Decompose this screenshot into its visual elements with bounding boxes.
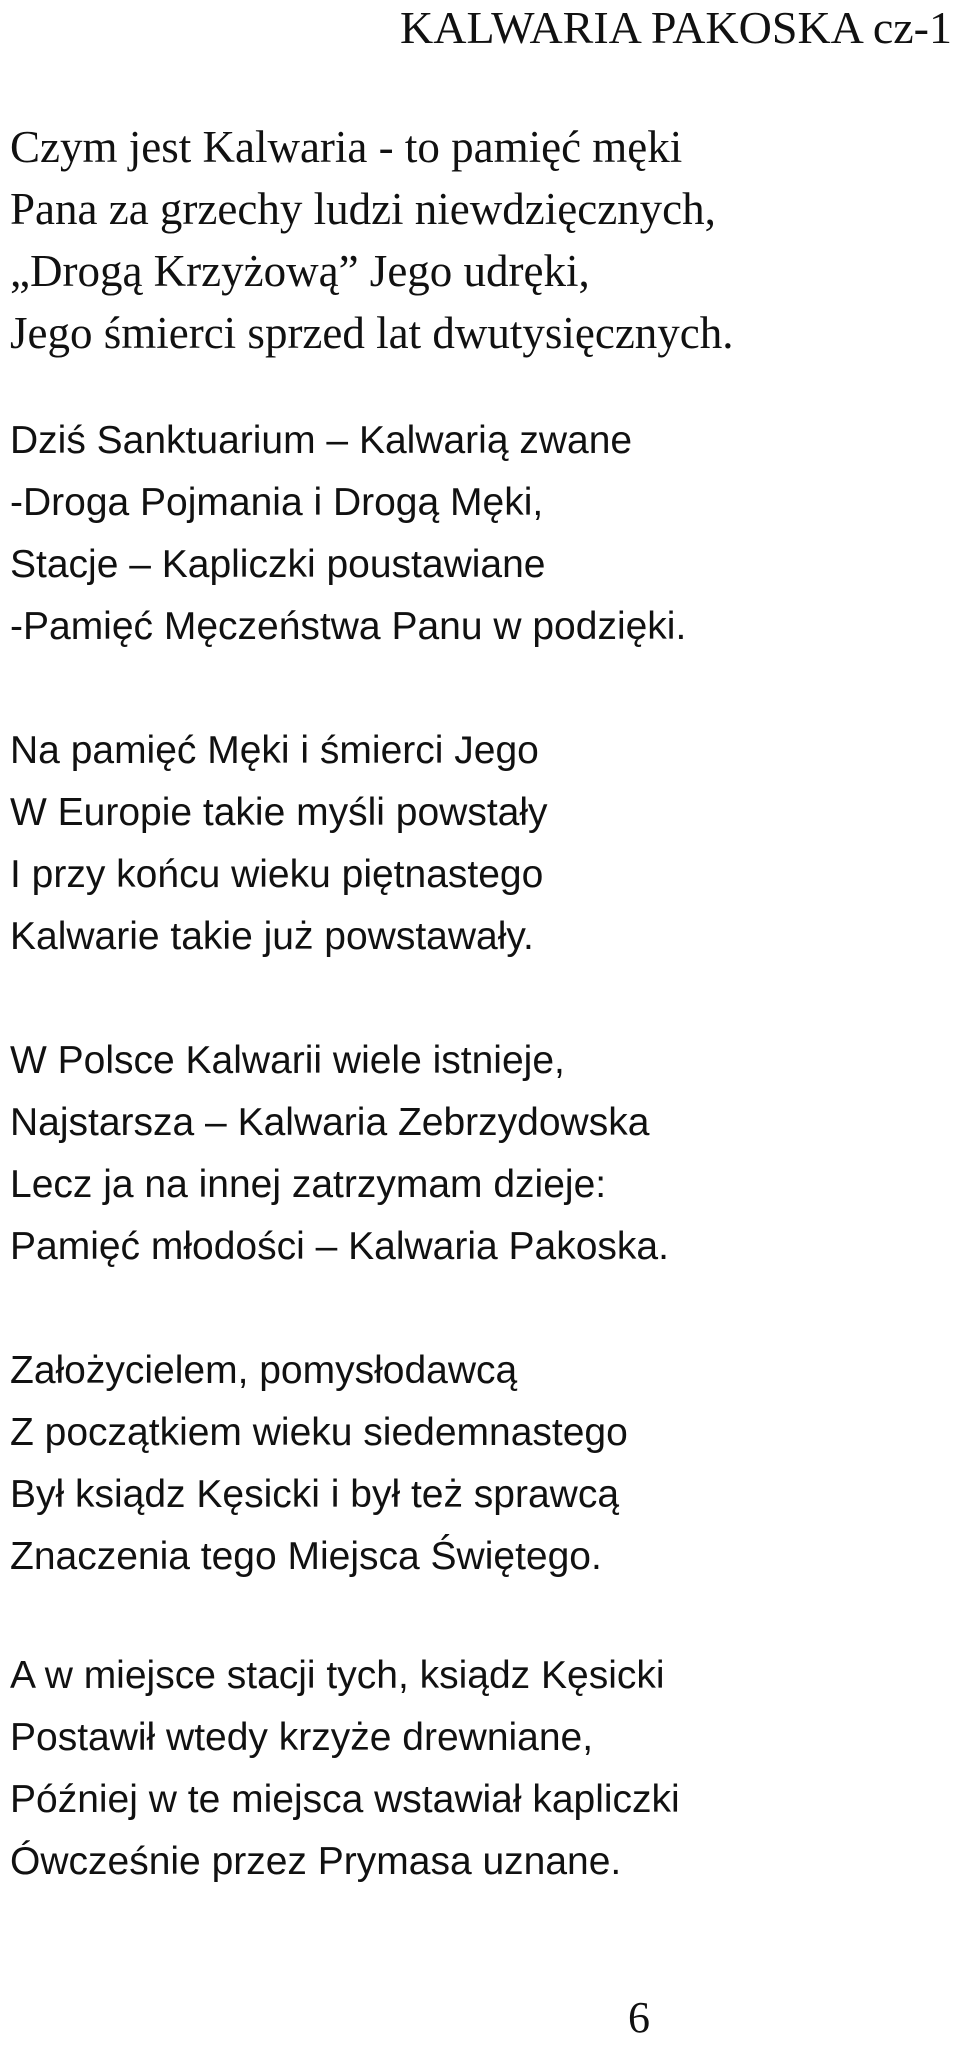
stanza-line: W Europie takie myśli powstały — [10, 791, 548, 834]
stanza-line: Znaczenia tego Miejsca Świętego. — [10, 1535, 602, 1578]
page-number: 6 — [628, 1993, 650, 2042]
stanza-line: Pamięć młodości – Kalwaria Pakoska. — [10, 1225, 669, 1268]
stanza-6 — [10, 1645, 680, 1893]
stanza-line: Założycielem, pomysłodawcą — [10, 1349, 518, 1392]
stanza-4 — [10, 1030, 669, 1278]
stanza-line: Stacje – Kapliczki poustawiane — [10, 543, 546, 586]
stanza-line: Był ksiądz Kęsicki i był też sprawcą — [10, 1473, 620, 1516]
stanza-line: -Droga Pojmania i Drogą Męki, — [10, 481, 544, 524]
stanza-line: -Pamięć Męczeństwa Panu w podzięki. — [10, 605, 687, 648]
stanza-line: „Drogą Krzyżową” Jego udręki, — [10, 246, 590, 296]
stanza-line: Postawił wtedy krzyże drewniane, — [10, 1716, 594, 1759]
stanza-line: Najstarsza – Kalwaria Zebrzydowska — [10, 1101, 650, 1144]
stanza-line: Dziś Sanktuarium – Kalwarią zwane — [10, 419, 633, 462]
stanza-line: W Polsce Kalwarii wiele istnieje, — [10, 1039, 565, 1082]
page-title: KALWARIA PAKOSKA cz-1 — [400, 2, 952, 53]
stanza-line: Na pamięć Męki i śmierci Jego — [10, 729, 539, 772]
stanza-line: I przy końcu wieku piętnastego — [10, 853, 544, 896]
stanza-1 — [10, 116, 734, 364]
stanza-3 — [10, 720, 548, 968]
stanza-line: Ówcześnie przez Prymasa uznane. — [10, 1840, 622, 1883]
stanza-line: Czym jest Kalwaria - to pamięć męki — [10, 122, 683, 172]
stanza-line: A w miejsce stacji tych, ksiądz Kęsicki — [10, 1654, 665, 1697]
stanza-line: Kalwarie takie już powstawały. — [10, 915, 534, 958]
stanza-line: Pana za grzechy ludzi niewdzięcznych, — [10, 184, 716, 234]
stanza-line: Z początkiem wieku siedemnastego — [10, 1411, 628, 1454]
stanza-line: Lecz ja na innej zatrzymam dzieje: — [10, 1163, 607, 1206]
stanza-line: Jego śmierci sprzed lat dwutysięcznych. — [10, 308, 734, 358]
stanza-line: Później w te miejsca wstawiał kapliczki — [10, 1778, 680, 1821]
stanza-5 — [10, 1340, 628, 1588]
stanza-2 — [10, 410, 686, 658]
